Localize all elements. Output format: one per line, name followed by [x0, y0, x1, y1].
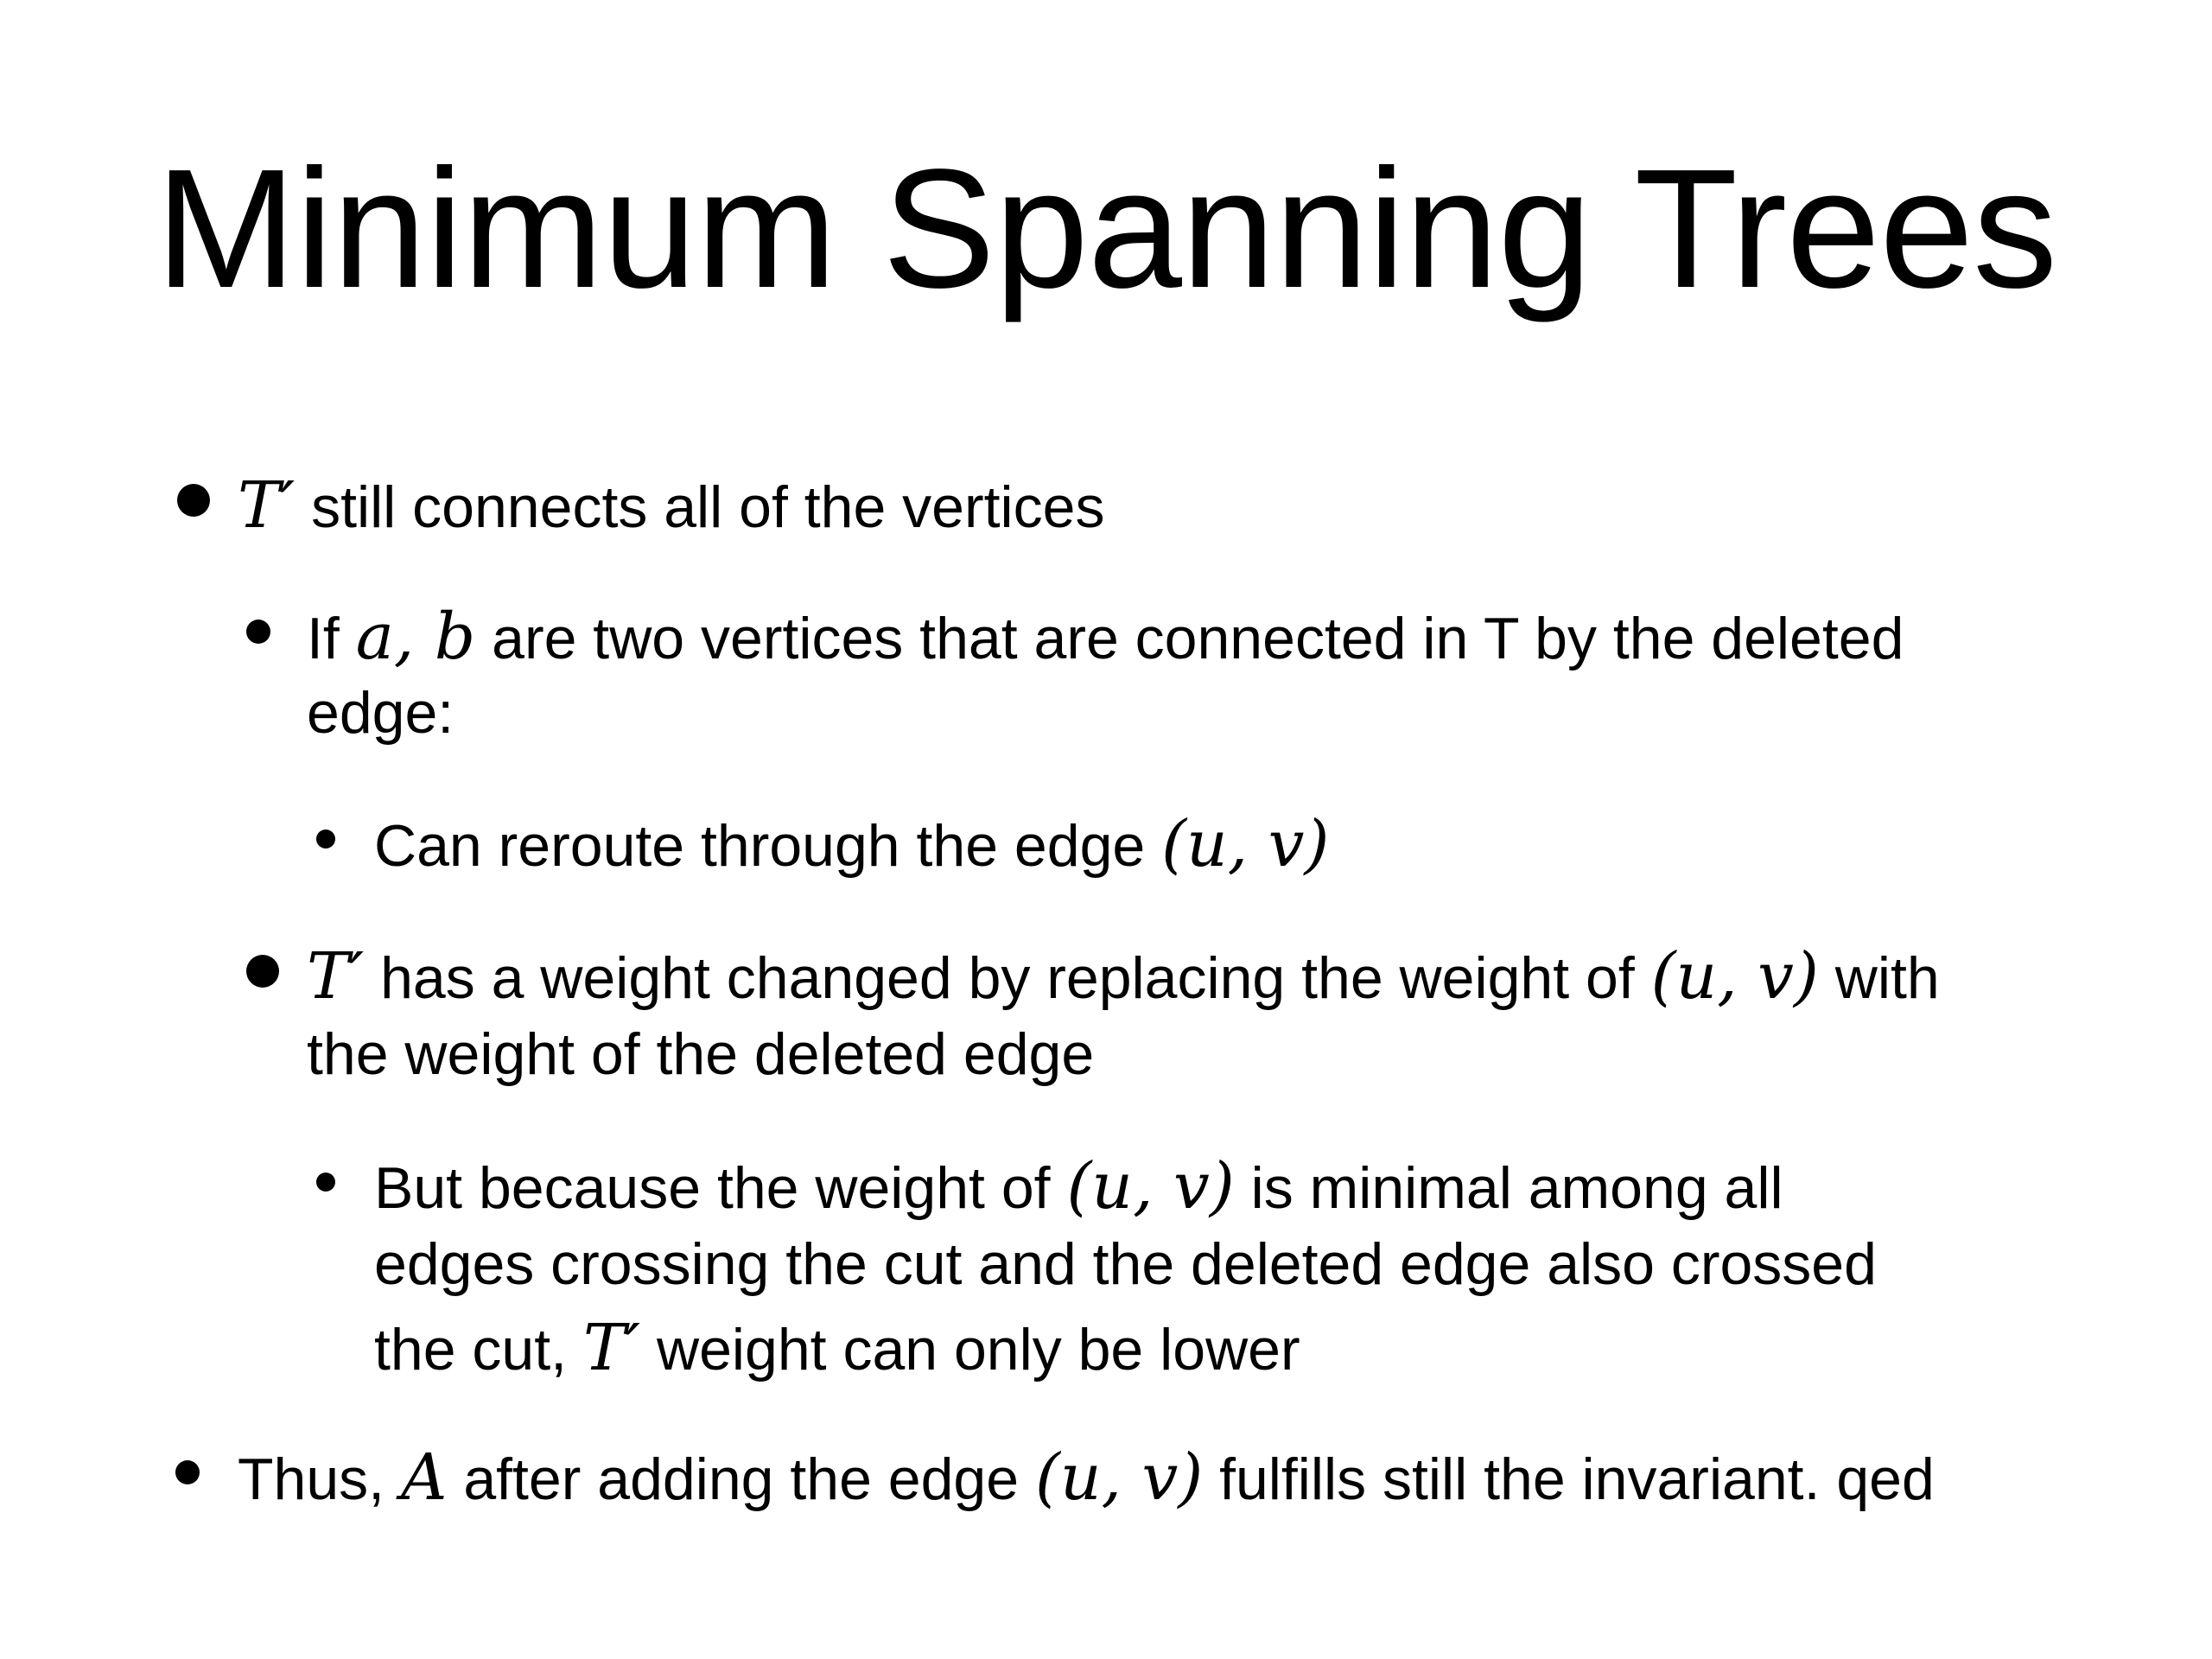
math-u-v: (u, v)	[1161, 807, 1330, 881]
bullet-point-4	[307, 939, 1940, 1014]
math-t-prime: T′	[582, 1311, 641, 1385]
point-text: the cut,	[374, 1317, 583, 1382]
point-text: fulfills still the invariant. qed	[1203, 1446, 1935, 1512]
bullet-icon	[316, 1173, 335, 1192]
math-t-prime: T′	[238, 468, 296, 543]
math-u-v: (u, v)	[1066, 1149, 1235, 1224]
bullet-point-6	[238, 1440, 1935, 1515]
bullet-point-3	[374, 807, 1330, 881]
bullet-point-2	[307, 602, 1904, 673]
bullet-icon	[175, 1460, 200, 1484]
bullet-icon	[246, 620, 270, 644]
slide-title: Minimum Spanning Trees	[155, 134, 2057, 323]
math-u-v: (u, v)	[1034, 1440, 1204, 1515]
math-u-v: (u, v)	[1650, 939, 1819, 1014]
point-text: after adding the edge	[447, 1446, 1035, 1512]
bullet-icon	[177, 484, 210, 517]
point-text: is minimal among all	[1234, 1155, 1783, 1221]
math-a: A	[400, 1440, 448, 1515]
bullet-point-5-line-3	[374, 1313, 1300, 1384]
math-t-prime: T′	[307, 939, 365, 1014]
bullet-point-4-continuation: the weight of the deleted edge	[307, 1021, 1095, 1087]
point-text: Can reroute through the edge	[374, 813, 1162, 879]
bullet-point-1	[238, 468, 1105, 543]
point-text: still connects all of the vertices	[295, 474, 1105, 540]
bullet-point-2-continuation: edge:	[307, 680, 454, 746]
bullet-point-5-line-2: edges crossing the cut and the deleted edge also crossed	[374, 1231, 1877, 1297]
point-text: has a weight changed by replacing the weight of	[364, 945, 1651, 1011]
point-text-pre: Thus,	[238, 1446, 401, 1512]
point-text: with	[1818, 945, 1940, 1011]
math-a-b: a, b	[355, 600, 476, 674]
bullet-icon	[316, 830, 335, 849]
point-text: are two vertices that are connected in T by the deleted	[475, 606, 1904, 671]
point-text: But because the weight of	[374, 1155, 1067, 1221]
point-text-pre: If	[307, 606, 356, 671]
bullet-point-5	[374, 1149, 1783, 1224]
point-text: weight can only be lower	[640, 1317, 1300, 1382]
bullet-icon	[246, 955, 279, 988]
